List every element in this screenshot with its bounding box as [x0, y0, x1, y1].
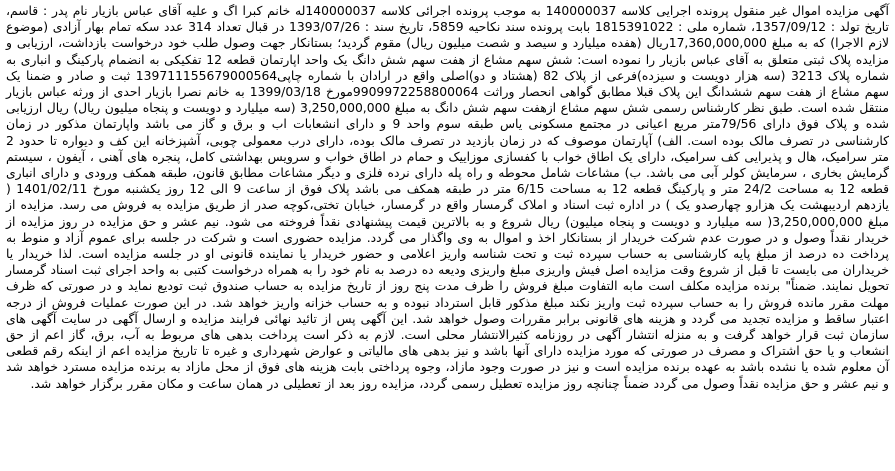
- notice-body-text: آگهی مزایده اموال غیر منقول پرونده اجرایی کلاسه 140000037 به موجب پرونده اجرائی کلاسه 140000037له خانم کبرا اگ و علیه آقای عباس بازیار نام پدر : قاسم، تاریخ تولد : 1357/09/12، شماره ملی : 1815391022 بابت پرونده سند نکاحیه 5859، تاریخ سند : 1393/07/26 در قبال تعداد 314 عدد سکه تمام بهار آزادی (موضوع لازم الاجرا) که به مبلغ 17,360,000,000ریال (هفده میلیارد و سیصد و شصت میلیون ریال) مقوم گردید؛ بستانکار جهت وصول طلب خود درخواست بازداشت، ارزیابی و مزایده پلاک ثبتی متعلق به آقای عباس بازیار را نموده است: شش سهم مشاع از هفت سهم شش دانگ یک واحد اپارتمان قطعه 12 تفکیکی به انضمام پارکینگ و انباری به شماره پلاک 3213 (سه هزار دویست و سیزده)فرعی از پلاک 82 (هشتاد و دو)اصلی واقع در ارادان با شماره چاپی139711155679000564 ثبت و صادر و ضمنا یک سهم مشاع از هفت سهم ششدانگ این پلاک قبلا مطابق گواهی انحصار وراثت 9909972258800064مورخ 1399/03/18 به خانم نصرا بازیار احدی از ورثه عباس بازیار منتقل شده است. طبق نظر کارشناس رسمی شش سهم مشاع ازهفت سهم شش دانگ به مبلغ 3,250,000,000 (سه میلیارد و دویست و پنجاه میلیون ریال) ریال ارزیابی شده و پلاک فوق دارای 79/56متر مربع اعیانی در مجتمع مسکونی یاس طبقه سوم واحد 9 و دارای انشعابات اب و برق و گاز می باشد واپارتمان مذکور در زمان کارشناسی در تصرف مالک بوده است. الف) آپارتمان موصوف که در زمان بازدید در تصرف مالک بوده، دارای درب معمولی چوبی، آشپزخانه این کف و دیواره تا حدود 2 متر سرامیک، هال و پذیرایی کف سرامیک، دارای یک اطاق خواب با کفسازی موزاییک و حمام در اطاق خواب و سرویس بهداشتی کامل، پنجره های آهنی ، آیفون ، سیستم گرمایش بخاری ، سرمایش کولر آبی می باشد. ب) مشاعات شامل محوطه و راه پله دارای نرده فلزی و دیگر مشاعات مطابق قانون، طبقه همکف ورودی و دارای انباری قطعه 12 به مساحت 24/2 متر و پارکینگ قطعه 12 به مساحت 6/15 متر در طبقه همکف می باشد پلاک فوق از ساعت 9 الی 12 روز یکشنبه مورخ 1401/02/11 ( یازدهم اردیبهشت یک هزارو چهارصدو یک ) در اداره ثبت اسناد و املاک گرمسار واقع در گرمسار، خیابان تختی،کوچه صدر از طریق مزایده به فروش می رسد. مزایده از مبلغ 3,250,000,000( سه میلیارد و دویست و پنجاه میلیون) ریال شروع و به بالاترین قیمت پیشنهادی نقداً فروخته می شود. نیم عشر و حق مزایده در روز مزایده از خریدار نقداً وصول و در صورت عدم شرکت خریدار از بستانکار اخذ و اموال به وی واگذار می گردد. مزایده حضوری است و شرکت در جلسه برای عموم آزاد و منوط به پرداخت ده درصد از مبلغ پایه کارشناسی به حساب سپرده ثبت و تحت شناسه واریز اعلامی و حضور خریدار یا نماینده قانونی او در جلسه مزایده است. لذا خریدار یا خریداران می بایست تا قبل از شروع وقت مزایده اصل فیش واریزی مبلغ واریزی ودیعه ده درصد به نام خود را به همراه درخواست کتبی به واحد اجرای ثبت اسناد گرمسار تحویل نمایند. ضمناً" برنده مزایده مکلف است مابه التفاوت مبلغ فروش را ظرف مدت پنج روز از تاریخ مزایده به حساب صندوق ثبت تودیع نماید و در صورتی که ظرف مهلت مقرر مانده فروش را به حساب سپرده ثبت واریز نکند مبلغ مذکور قابل استرداد نبوده و به حساب خزانه واریز خواهد شد. در این صورت عملیات فروش از درجه اعتبار ساقط و مزایده تجدید می گردد و هزینه های قانونی برابر مقررات وصول خواهد شد. این آگهی پس از تائید نهائی فرایند مزایده و ارسال آگهی در سایت آگهی های سازمان ثبت قرار خواهد گرفت و به منزله انتشار آگهی در روزنامه کثیرالانتشار محلی است. لازم به ذکر است پرداخت بدهی های مربوط به آب، برق، گاز اعم از حق انشعاب و یا حق اشتراک و مصرف در صورتی که مورد مزایده دارای آنها باشد و نیز بدهی های مالیاتی و عوارض شهرداری و غیره تا تاریخ مزایده اعم از اینکه رقم قطعی آن معلوم شده یا نشده باشد به عهده برنده مزایده است و نیز در صورت وجود مازاد، وجوه پرداختی بابت هزینه های فوق از محل مازاد به برنده مزایده مسترد خواهد شد و نیم عشر و حق مزایده نقداً وصول می گردد ضمناً چنانچه روز مزایده تعطیل رسمی گردد، مزایده روز بعد از تعطیلی در همان ساعت و مکان مقرر برگزار خواهد شد.: [6, 4, 890, 391]
